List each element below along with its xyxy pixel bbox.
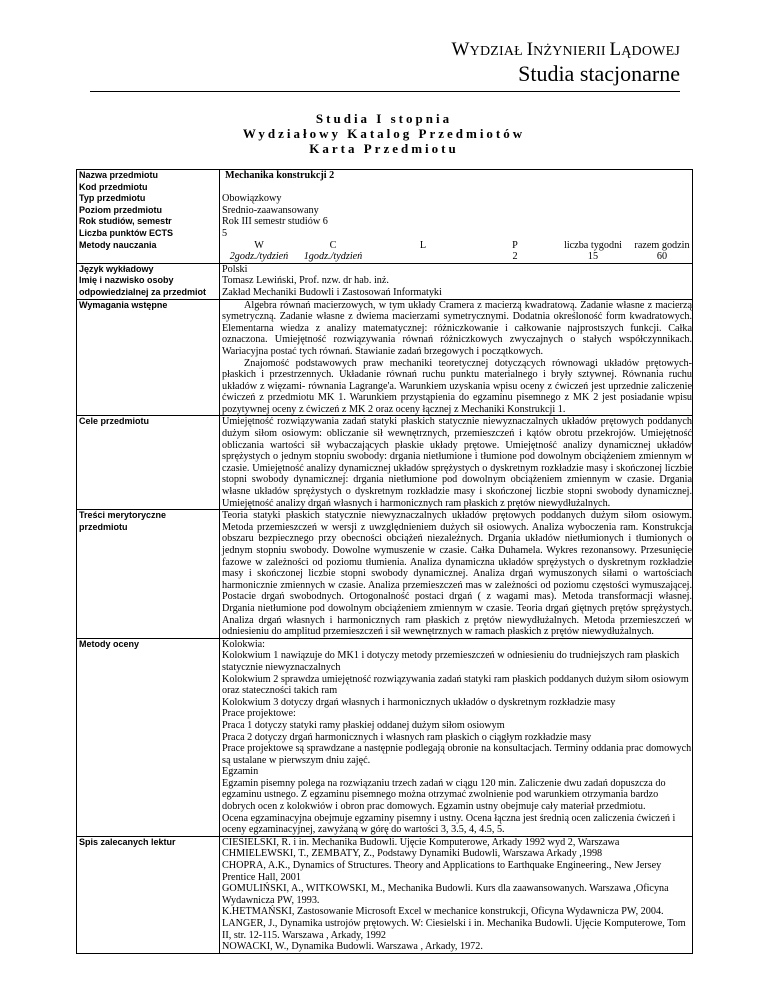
- label-teaching-methods: Metody nauczania: [79, 239, 157, 250]
- requirements-paragraph: Znajomość podstawowych praw mechaniki teoretycznej dotyczących równowagi układów prętowych-płaskich i przestrzennych. Układanie równań ruchu punktu materialnego i bryły sztywnej. Równania ruchu układów z więzami- równania Lagrange'a. Warunkiem uzyskania wpisu oceny z ćwiczeń jest uprzednie zaliczenie ćwiczeń z przedmiotu MK 1. Warunkiem przystąpienia do egzaminu pisemnego z MK 2 jest posiadanie wpisu pozytywnej oceny z ćwiczeń z MK 2 oraz oceny łącznej z Mechaniki Konstrukcji 1.: [222, 357, 692, 415]
- assessment-line: Praca 2 dotyczy drgań harmonicznych i własnych ram płaskich o ciągłym rozkładzie masy: [222, 731, 592, 743]
- table-row: [77, 170, 693, 264]
- methods-weeks: liczba tygodni: [564, 239, 622, 251]
- document-header: [452, 40, 681, 86]
- basic-labels-cell: [77, 170, 220, 264]
- requirements-label-cell: [77, 299, 220, 416]
- assessment-line: Praca 1 dotyczy statyki ramy płaskiej oddanej dużym siłom osiowym: [222, 719, 505, 731]
- table-row: [77, 510, 693, 639]
- literature-item: NOWACKI, W., Dynamika Budowli. Warszawa , Arkady, 1972.: [222, 941, 483, 953]
- total-hours: 60: [656, 251, 668, 263]
- course-type: Obowiązkowy: [222, 193, 282, 205]
- table-row: [77, 416, 693, 510]
- assessment-line: Egzamin pisemny polega na rozwiązaniu trzech zadań w ciągu 120 min. Zaliczenie dwu zadań dopuszcza do egzaminu ustnego. Z egzaminu pisemnego można otrzymać zwolnienie pod warunkiem otrzymania bardzo dobrych ocen z kolokwiów i obron prac domowych. Egzamin ustny obejmuje cały materiał przedmiotu.: [222, 777, 666, 813]
- literature-item: LANGER, J., Dynamika ustrojów prętowych. W: Ciesielski i in. Mechanika Budowli. Ujęcie Komputerowe, Tom II, str. 12-115. Warszawa , Arkady, 1992: [222, 918, 686, 941]
- instructor-labels-cell: [77, 263, 220, 299]
- teaching-methods-values: [222, 251, 692, 263]
- content-cell: [220, 510, 693, 639]
- label-course-name: Nazwa przedmiotu: [79, 170, 159, 180]
- table-row: [77, 299, 693, 416]
- label-content: Treści merytoryczne: [79, 510, 167, 521]
- table-row: [77, 638, 693, 836]
- goals-text: Umiejętność rozwiązywania zadań statyki płaskich statycznie niewyznaczalnych układów prętowych poddanych dużym siłom osiowym: obliczanie sił wewnętrznych, przemieszczeń i kątów obrotu przekrojów. Umiejętność obliczania wartości sił wybaczających płaskie układy prętowe. Umiejętność analizy dynamicznej układów sprężystych o jednym stopniu swobody: drgania nietłumione i tłumione pod dowolnym obciążeniem zmiennym w czasie. Umiejętność analizy dynamicznej układów sprężystych o dyskretnym rozkładzie masy i skończonej liczbie stopni swobody dynamicznej: drgania nietłumione pod dowolnym obciążeniem zmiennym w czasie. Drgania własne układów sprężystych o dyskretnym rozkładzie masy i skończonej liczbie stopni swobody dynamicznej. Umiejętność analizy drgań własnych i harmonicznych ram płaskich z prętów niewydłużalnych.: [222, 416, 692, 509]
- goals-cell: [220, 416, 693, 510]
- responsible-person: Tomasz Lewiński, Prof. nzw. dr hab. inż.: [222, 275, 389, 287]
- document-titles: [0, 111, 768, 156]
- literature-item: K.HETMAŃSKI, Zastosowanie Microsoft Excel w mechanice konstrukcji, Oficyna Wydawnicza PW, 2004.: [222, 906, 664, 918]
- hours-exercises: 1godz./tydzień: [303, 251, 363, 263]
- literature-item: GOMULIŃSKI, A., WITKOWSKI, M., Mechanika Budowli. Kurs dla zaawansowanych. Warszawa ,Oficyna Wydawnicza PW, 1993.: [222, 883, 669, 906]
- title-catalog: Wydziałowy Katalog Przedmiotów: [242, 126, 526, 141]
- label-literature: Spis zalecanych lektur: [79, 836, 176, 847]
- ects-points: 5: [222, 227, 228, 239]
- assessment-line: Prace projektowe są sprawdzane a następnie podlegają obronie na konsultacjach. Terminy oddania prac domowych są ustalane w pierwszym dniu zajęć.: [222, 743, 692, 766]
- assessment-line: Ocena egzaminacyjna obejmuje egzaminy pisemny i ustny. Ocena łączna jest średnią ocen zaliczenia ćwiczeń i oceny egzaminacyjnej, zawyżaną w górę do wartości 3, 3.5, 4, 4.5, 5.: [222, 812, 676, 836]
- methods-exercises: C: [329, 239, 337, 251]
- course-level: Średnio-zaawansowany: [222, 204, 319, 216]
- label-responsible: odpowiedzialnej za przedmiot: [79, 286, 207, 297]
- literature-item: CIESIELSKI, R. i in. Mechanika Budowli. Ujęcie Komputerowe, Arkady 1992 wyd 2, Warszawa: [222, 836, 620, 848]
- label-goals: Cele przedmiotu: [79, 416, 150, 427]
- faculty-name: WYDZIAŁ INŻYNIERII LĄDOWEJ: [451, 39, 680, 60]
- assessment-line: Prace projektowe:: [222, 708, 296, 720]
- label-content-2: przedmiotu: [79, 521, 128, 532]
- weeks-count: 15: [587, 251, 599, 263]
- assessment-line: Kolokwium 3 dotyczy drgań własnych i harmonicznych układów o dyskretnym rozkładzie masy: [222, 696, 616, 708]
- teaching-methods-header: [222, 240, 692, 252]
- course-name: Mechanika konstrukcji 2: [225, 170, 335, 181]
- hours-lecture: 2godz./tydzień: [229, 251, 289, 263]
- goals-label-cell: [77, 416, 220, 510]
- label-course-code: Kod przedmiotu: [79, 181, 148, 192]
- hours-lab: [370, 251, 476, 263]
- label-course-level: Poziom przedmiotu: [79, 204, 162, 215]
- methods-lecture: W: [254, 239, 264, 251]
- assessment-line: Kolokwia:: [222, 638, 266, 650]
- study-mode: Studia stacjonarne: [518, 61, 680, 86]
- course-card-table: [76, 169, 693, 954]
- requirements-cell: [220, 299, 693, 416]
- course-code: [222, 182, 692, 194]
- instructor-values-cell: [220, 263, 693, 299]
- label-language: Język wykładowy: [79, 263, 154, 274]
- label-course-type: Typ przedmiotu: [79, 193, 146, 204]
- methods-lab: L: [419, 239, 427, 251]
- title-level: Studia I stopnia: [315, 111, 453, 126]
- assessment-cell: [220, 638, 693, 836]
- assessment-line: Kolokwium 1 nawiązuje do MK1 i dotyczy metody przemieszczeń w odniesieniu do trudniejszych ram płaskich statycznie niewyznaczalnych: [222, 650, 680, 673]
- requirements-paragraph: Algebra równań macierzowych, w tym układy Cramera z macierzą kwadratową. Zadanie własne z macierzą symetryczną. Zadanie własne z dwiema macierzami symetrycznymi. Dodatnia określoność form kwadratowych. Elementarna wiedza z analizy matematycznej: różniczkowanie i całkowanie najprostszych funkcji. Całka oznaczona. Umiejętność rozwiązywania równań różniczkowych zwyczajnych o stałych współczynnikach. Wariacyjna postać tych równań. Stawianie zadań brzegowych i początkowych.: [222, 299, 692, 357]
- language: Polski: [222, 263, 248, 275]
- literature-cell: [220, 836, 693, 953]
- study-year: Rok III semestr studiów 6: [222, 216, 328, 228]
- content-text: Teoria statyki płaskich statycznie niewyznaczalnych układów prętowych poddanych dużym siłom osiowym. Metoda przemieszczeń w wersji z uwzględnieniem dużych sił osiowych. Analiza wyboczenia ram. Konstrukcja obszaru bezpiecznego przy obecności obciążeń niezależnych. Drgania układów nietłumionych i tłumionych o jednym stopniu swobody. Dowolne wymuszenie w czasie. Całka Duhamela. Wykres rezonansowy. Przesunięcie fazowe w zależności od poziomu tłumienia. Analiza dynamiczna układów sprężystych o dyskretnym rozkładzie masy i skończonej liczbie stopni swobody dynamicznej. Analiza drgań wymuszonych siłami o wartościach harmonicznie zmiennych w czasie. Analiza przemieszczeń mas w zależności od poziomu częstości wymuszającej. Postacie drgań swobodnych. Ortogonalność postaci drgań ( z wagami mas). Metoda transformacji własnej. Drgania nietłumione pod dowolnym obciążeniem zmiennym w czasie. Teoria drgań giętnych prętów sprężystych. Analiza drgań własnych i harmonicznych ram płaskich z prętów niewydłużalnych. Metoda przemieszczeń w odniesieniu do amplitud przemieszczeń i sił wewnętrznych w ramach płaskich z prętów niewydłużalnych.: [222, 510, 692, 638]
- title-card: Karta Przedmiotu: [309, 141, 459, 156]
- table-row: [77, 263, 693, 299]
- literature-label-cell: [77, 836, 220, 953]
- table-row: [77, 836, 693, 953]
- label-person: Imię i nazwisko osoby: [79, 275, 174, 286]
- label-ects: Liczba punktów ECTS: [79, 227, 174, 238]
- methods-total: razem godzin: [634, 239, 690, 251]
- literature-item: CHMIELEWSKI, T., ZEMBATY, Z., Podstawy Dynamiki Budowli, Warszawa Arkady ,1998: [222, 848, 603, 860]
- label-assessment: Metody oceny: [79, 638, 140, 649]
- content-label-cell: [77, 510, 220, 639]
- hours-project: 2: [512, 251, 518, 263]
- label-study-year: Rok studiów, semestr: [79, 216, 172, 227]
- responsible-unit: Zakład Mechaniki Budowli i Zastosowań Informatyki: [222, 286, 442, 298]
- assessment-line: Egzamin: [222, 766, 259, 778]
- basic-values-cell: [220, 170, 693, 264]
- methods-project: P: [512, 239, 518, 251]
- label-requirements: Wymagania wstępne: [79, 299, 168, 310]
- assessment-line: Kolokwium 2 sprawdza umiejętność rozwiązywania zadań statyki ram płaskich poddanych dużym siłom osiowym oraz stateczności takich ram: [222, 673, 689, 697]
- header-rule: [90, 91, 680, 92]
- literature-item: CHOPRA, A.K., Dynamics of Structures. Theory and Applications to Earthquake Engineering., New Jersey Prentice Hall, 2001: [222, 860, 662, 883]
- assessment-label-cell: [77, 638, 220, 836]
